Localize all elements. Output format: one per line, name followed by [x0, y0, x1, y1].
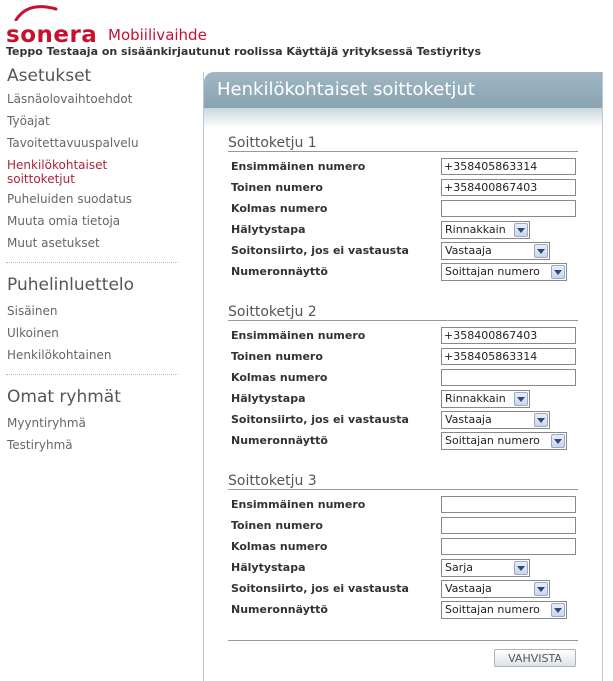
forwarding-select[interactable] — [441, 411, 550, 429]
third-number-row — [228, 536, 578, 557]
chevron-down-icon[interactable] — [551, 265, 565, 279]
alert-mode-label: Hälytystapa — [231, 223, 306, 236]
forwarding-label: Soitonsiirto, jos ei vastausta — [231, 582, 409, 595]
third-number-input[interactable] — [441, 369, 576, 386]
number-display-value: Soittajan numero — [445, 603, 540, 616]
first-number-label: Ensimmäinen numero — [231, 329, 366, 342]
first-number-label: Ensimmäinen numero — [231, 498, 366, 511]
form-bottom-divider — [228, 640, 578, 641]
third-number-row — [228, 198, 578, 219]
sidebar-heading-settings: Asetukset — [7, 66, 92, 86]
sidebar-item-external[interactable]: Ulkoinen — [7, 326, 59, 340]
second-number-label: Toinen numero — [231, 519, 323, 532]
chevron-down-icon[interactable] — [514, 223, 528, 237]
chevron-down-icon[interactable] — [551, 434, 565, 448]
alert-mode-select[interactable] — [441, 221, 530, 239]
forwarding-row — [228, 240, 578, 261]
alert-mode-row — [228, 388, 578, 409]
chevron-down-icon[interactable] — [514, 392, 528, 406]
alert-mode-value: Sarja — [445, 561, 474, 574]
number-display-value: Soittajan numero — [445, 434, 540, 447]
second-number-row — [228, 177, 578, 198]
alert-mode-select[interactable] — [441, 390, 530, 408]
sidebar-item-test-group[interactable]: Testiryhmä — [7, 438, 73, 452]
forwarding-row — [228, 409, 578, 430]
second-number-row — [228, 346, 578, 367]
sonera-logo-arc-icon — [14, 3, 58, 21]
sidebar-item-call-filtering[interactable]: Puheluiden suodatus — [7, 192, 133, 206]
alert-mode-label: Hälytystapa — [231, 392, 306, 405]
third-number-row — [228, 367, 578, 388]
alert-mode-value: Rinnakkain — [445, 392, 506, 405]
first-number-input[interactable] — [441, 496, 576, 513]
confirm-button[interactable]: VAHVISTA — [494, 649, 576, 667]
second-number-input[interactable] — [441, 517, 576, 534]
chevron-down-icon[interactable] — [551, 603, 565, 617]
panel-title: Henkilökohtaiset soittoketjut — [204, 72, 602, 108]
forwarding-value: Vastaaja — [445, 582, 492, 595]
number-display-value: Soittajan numero — [445, 265, 540, 278]
number-display-select[interactable] — [441, 432, 567, 450]
alert-mode-label: Hälytystapa — [231, 561, 306, 574]
sidebar-item-reachability-service[interactable]: Tavoitettavuuspalvelu — [7, 136, 139, 150]
sidebar-item-sales-group[interactable]: Myyntiryhmä — [7, 416, 86, 430]
sonera-logo[interactable]: sonera — [6, 22, 98, 48]
third-number-label: Kolmas numero — [231, 202, 328, 215]
third-number-input[interactable] — [441, 200, 576, 217]
chevron-down-icon[interactable] — [514, 561, 528, 575]
sidebar-item-edit-own-info[interactable]: Muuta omia tietoja — [7, 214, 121, 228]
second-number-label: Toinen numero — [231, 350, 323, 363]
app-title: Mobiilivaihde — [108, 26, 207, 44]
number-display-row — [228, 599, 578, 620]
forwarding-label: Soitonsiirto, jos ei vastausta — [231, 244, 409, 257]
panel-header-gradient — [204, 108, 602, 128]
call-chain-title: Soittoketju 1 — [228, 134, 578, 152]
logged-in-user-info: Teppo Testaaja on sisäänkirjautunut roolissa Käyttäjä yrityksessä Testiyritys — [6, 45, 482, 58]
first-number-row — [228, 325, 578, 346]
forwarding-value: Vastaaja — [445, 413, 492, 426]
second-number-label: Toinen numero — [231, 181, 323, 194]
number-display-label: Numeronnäyttö — [231, 265, 328, 278]
alert-mode-select[interactable] — [441, 559, 530, 577]
chevron-down-icon[interactable] — [534, 413, 548, 427]
alert-mode-row — [228, 219, 578, 240]
forwarding-select[interactable] — [441, 580, 550, 598]
sidebar-item-personal[interactable]: Henkilökohtainen — [7, 348, 112, 362]
call-chains-panel — [203, 72, 603, 681]
second-number-input[interactable] — [441, 348, 576, 365]
call-chain-section-1 — [228, 134, 578, 282]
call-chain-title: Soittoketju 3 — [228, 472, 578, 490]
third-number-label: Kolmas numero — [231, 371, 328, 384]
alert-mode-row — [228, 557, 578, 578]
second-number-row — [228, 515, 578, 536]
first-number-row — [228, 494, 578, 515]
sidebar-item-working-hours[interactable]: Työajat — [7, 114, 50, 128]
sidebar — [0, 64, 182, 460]
call-chain-section-3 — [228, 472, 578, 620]
sidebar-item-internal[interactable]: Sisäinen — [7, 304, 58, 318]
sidebar-item-personal-call-chains[interactable]: Henkilökohtaiset soittoketjut — [7, 158, 108, 186]
sidebar-heading-phonebook: Puhelinluettelo — [7, 275, 135, 295]
third-number-label: Kolmas numero — [231, 540, 328, 553]
number-display-select[interactable] — [441, 263, 567, 281]
app-header — [0, 0, 613, 64]
number-display-label: Numeronnäyttö — [231, 434, 328, 447]
first-number-row — [228, 156, 578, 177]
alert-mode-value: Rinnakkain — [445, 223, 506, 236]
first-number-input[interactable] — [441, 327, 576, 344]
sidebar-item-presence-options[interactable]: Läsnäolovaihtoehdot — [7, 92, 133, 106]
first-number-label: Ensimmäinen numero — [231, 160, 366, 173]
first-number-input[interactable] — [441, 158, 576, 175]
number-display-select[interactable] — [441, 601, 567, 619]
number-display-row — [228, 261, 578, 282]
third-number-input[interactable] — [441, 538, 576, 555]
sidebar-heading-own-groups: Omat ryhmät — [7, 387, 121, 407]
forwarding-label: Soitonsiirto, jos ei vastausta — [231, 413, 409, 426]
chevron-down-icon[interactable] — [534, 244, 548, 258]
call-chain-title: Soittoketju 2 — [228, 303, 578, 321]
number-display-row — [228, 430, 578, 451]
number-display-label: Numeronnäyttö — [231, 603, 328, 616]
forwarding-select[interactable] — [441, 242, 550, 260]
forwarding-row — [228, 578, 578, 599]
second-number-input[interactable] — [441, 179, 576, 196]
call-chain-section-2 — [228, 303, 578, 451]
sidebar-item-other-settings[interactable]: Muut asetukset — [7, 236, 100, 250]
chevron-down-icon[interactable] — [534, 582, 548, 596]
forwarding-value: Vastaaja — [445, 244, 492, 257]
